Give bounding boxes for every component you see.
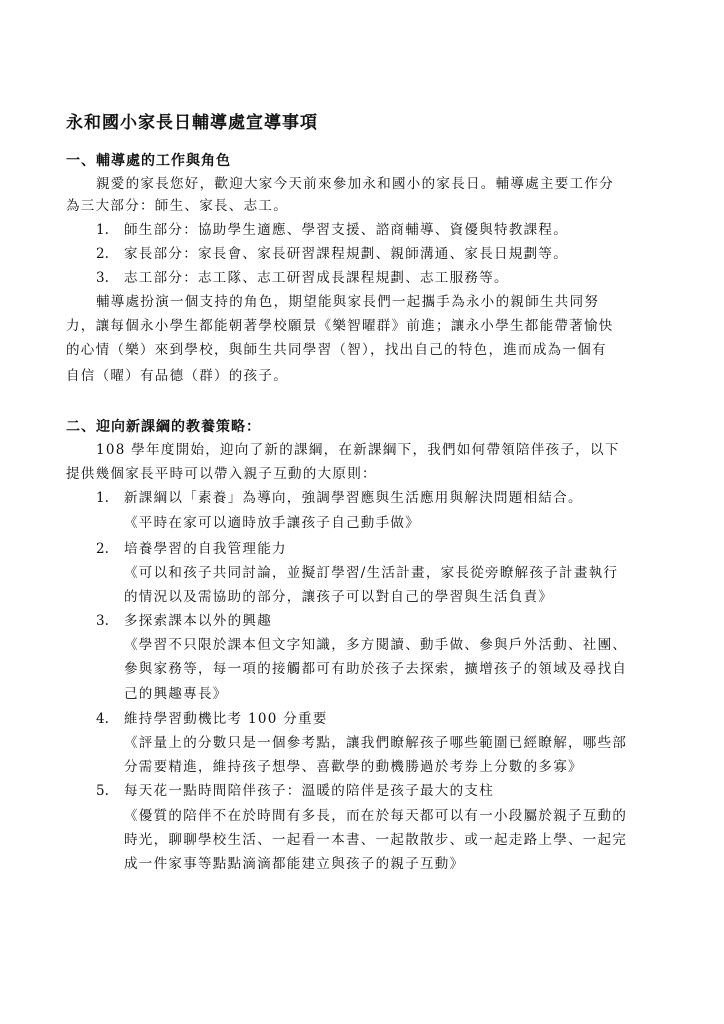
section1-heading: 一、輔導處的工作與角色: [66, 153, 231, 169]
section1-item-3-text: 志工部分：志工隊、志工研習成長課程規劃、志工服務等。: [124, 270, 509, 286]
section2-item-1-sub-1: 《平時在家可以適時放手讓孩子自己動手做》: [124, 515, 420, 531]
section1-intro-line-2: 為三大部分：師生、家長、志工。: [66, 198, 288, 214]
section2-heading: 二、迎向新課綱的教養策略：: [66, 419, 261, 435]
section1-item-2-number: 2.: [96, 246, 109, 262]
section2-item-1-text: 新課綱以「素養」為導向，強調學習應與生活應用與解決問題相結合。: [124, 490, 583, 506]
section1-item-2-text: 家長部分：家長會、家長研習課程規劃、親師溝通、家長日規劃等。: [124, 246, 568, 262]
section1-item-1-number: 1.: [96, 222, 109, 238]
section1-closing-line-1: 輔導處扮演一個支持的角色，期望能與家長們一起攜手為永小的親師生共同努: [96, 294, 600, 310]
section2-item-4-number: 4.: [96, 711, 109, 727]
section2-item-2-sub-1: 《可以和孩子共同討論，並擬訂學習/生活計畫，家長從旁瞭解孩子計畫執行: [124, 565, 619, 581]
section2-item-5-sub-1: 《優質的陪伴不在於時間有多長，而在於每天都可以有一小段屬於親子互動的: [124, 808, 628, 824]
section2-item-2-text: 培養學習的自我管理能力: [124, 541, 287, 557]
section1-intro-line-1: 親愛的家長您好，歡迎大家今天前來參加永和國小的家長日。輔導處主要工作分: [96, 176, 614, 192]
section2-item-2-number: 2.: [96, 541, 109, 557]
section2-item-3-sub-2: 參與家務等，每一項的接觸都可有助於孩子去探索，擴增孩子的領域及尋找自: [124, 661, 628, 677]
section1-item-1-text: 師生部分：協助學生適應、學習支援、諮商輔導、資優與特教課程。: [124, 222, 568, 238]
section2-intro-line-1: 108 學年度開始，迎向了新的課綱，在新課綱下，我們如何帶領陪伴孩子，以下: [96, 442, 620, 458]
section1-closing-line-3: 的心情（樂）來到學校，與師生共同學習（智），找出自己的特色，進而成為一個有: [66, 342, 607, 358]
section2-item-1-number: 1.: [96, 490, 109, 506]
section2-item-5-number: 5.: [96, 783, 109, 799]
section2-item-3-sub-3: 己的興趣專長》: [124, 686, 228, 702]
document-title: 永和國小家長日輔導處宣導事項: [66, 113, 318, 133]
section2-item-4-sub-1: 《評量上的分數只是一個參考點，讓我們瞭解孩子哪些範圍已經瞭解，哪些部: [124, 735, 628, 751]
section2-item-5-sub-3: 成一件家事等點點滴滴都能建立與孩子的親子互動》: [124, 856, 465, 872]
section2-item-3-number: 3.: [96, 613, 109, 629]
section2-intro-line-2: 提供幾個家長平時可以帶入親子互動的大原則：: [66, 466, 377, 482]
section2-item-3-sub-1: 《學習不只限於課本但文字知識，多方閱讀、動手做、參與戶外活動、社團、: [124, 637, 628, 653]
section2-item-4-sub-2: 分需要精進，維持孩子想學、喜歡學的動機勝過於考券上分數的多寡》: [124, 759, 583, 775]
section2-item-2-sub-2: 的情況以及需協助的部分，讓孩子可以對自己的學習與生活負責》: [124, 589, 554, 605]
section2-item-4-text: 維持學習動機比考 100 分重要: [124, 711, 328, 727]
section1-item-3-number: 3.: [96, 270, 109, 286]
section1-closing-line-4: 自信（曜）有品德（群）的孩子。: [66, 368, 288, 384]
section2-item-5-sub-2: 時光，聊聊學校生活、一起看一本書、一起散散步、或一起走路上學、一起完: [124, 832, 628, 848]
section2-item-3-text: 多探索課本以外的興趣: [124, 613, 272, 629]
section2-item-5-text: 每天花一點時間陪伴孩子：溫暖的陪伴是孩子最大的支柱: [124, 783, 494, 799]
section1-closing-line-2: 力，讓每個永小學生都能朝著學校願景《樂智曜群》前進；讓永小學生都能帶著愉快: [66, 318, 614, 334]
